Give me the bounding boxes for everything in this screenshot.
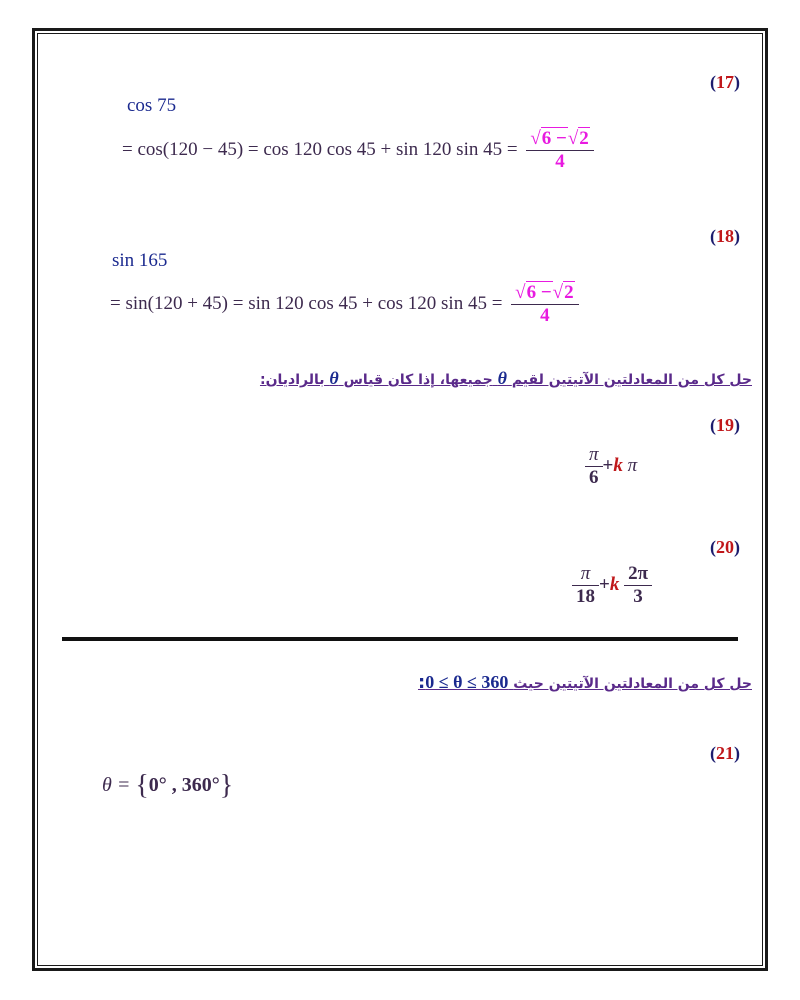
q18-heading (112, 250, 167, 272)
theta-symbol: θ (497, 368, 507, 388)
q20-fraction-1: $\frac{\pi}{18}$ (572, 563, 599, 608)
q21-solution-set: 0° , 360° (148, 774, 220, 796)
q17-numerator: 6 − (541, 128, 567, 149)
q18-numerator-2: 2 (564, 282, 574, 303)
question-number-20: (20) (710, 537, 740, 557)
q17-result-fraction: $\frac{√6 -√2}{4}$ (526, 128, 593, 173)
q18-result-fraction: $\frac{√6 -√2}{4}$ (511, 282, 578, 327)
degree-range: 0 ≤ θ ≤ 360 (425, 672, 509, 692)
q18-equation (110, 282, 579, 327)
q17-numerator-2: 2 (579, 128, 589, 149)
q20-answer: $\frac{\pi}{18}$ +k $\frac{2\pi}{3}$ (572, 563, 652, 608)
q18-heading-text: sin 165 (112, 250, 168, 271)
q17-heading (127, 95, 176, 117)
q18-numerator: 6 − (526, 282, 552, 303)
question-number-17: (17) (710, 72, 740, 92)
q17-lhs: = cos(120 − 45) = cos 120 cos 45 + sin 120 sin 45 = (122, 138, 518, 160)
q19-fraction: $\frac{\pi}{6}$ (585, 444, 603, 489)
question-number-19: (19) (710, 415, 740, 435)
question-number-21: (21) (710, 743, 740, 763)
question-number-18: (18) (710, 226, 740, 246)
q18-lhs: = sin(120 + 45) = sin 120 cos 45 + cos 120 sin 45 = (110, 292, 503, 314)
q21-answer: θ = {0° , 360°} (102, 770, 234, 801)
instruction-radians: حل كل من المعادلتين الآتيتين لقيم θ جميعها، إذا كان قياس θ بالراديان: (259, 368, 752, 388)
q18-denominator: 4 (511, 304, 578, 327)
q17-heading-text: cos 75 (127, 95, 177, 116)
section-divider (62, 637, 738, 641)
q20-fraction-2: $\frac{2\pi}{3}$ (624, 563, 652, 608)
q17-equation (122, 128, 594, 173)
theta-symbol: θ (329, 368, 339, 388)
q17-denominator: 4 (526, 150, 593, 173)
q19-answer: $\frac{\pi}{6}$ +k π (585, 444, 637, 489)
instruction-degree-range: حل كل من المعادلتين الآتيتين حيث 0 ≤ θ ≤ 360: (417, 672, 752, 693)
